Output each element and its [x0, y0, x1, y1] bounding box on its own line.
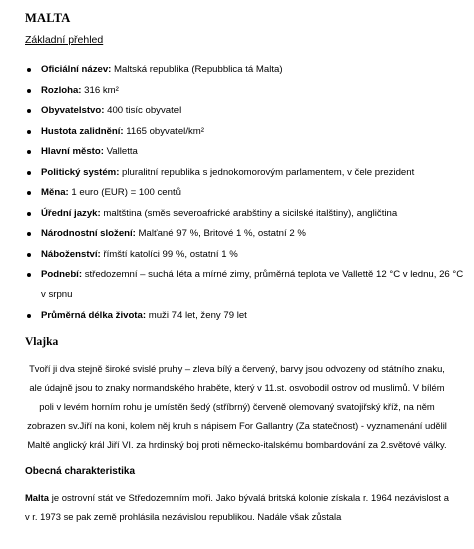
fact-label: Oficiální název: — [41, 64, 112, 75]
list-item — [25, 245, 465, 266]
list-item — [25, 122, 465, 143]
fact-value: 1165 obyvatel/km² — [123, 125, 204, 137]
list-item — [25, 142, 465, 163]
fact-value: středozemní – suchá léta a mírné zimy, průměrná teplota ve Vallettě 12 °C v lednu, 26 °C v srpnu — [41, 269, 464, 300]
fact-value: pluralitní republika s jednokomorovým parlamentem, v čele prezident — [119, 166, 415, 178]
fact-value: 400 tisíc obyvatel — [104, 105, 182, 116]
general-lead: Malta — [25, 492, 49, 503]
list-item — [25, 204, 465, 225]
fact-label: Hlavní město: — [41, 146, 104, 157]
fact-label: Podnebí: — [41, 269, 83, 280]
general-heading: Obecná charakteristika — [25, 466, 136, 477]
flag-heading: Vlajka — [25, 336, 59, 348]
fact-label: Náboženství: — [41, 248, 101, 260]
fact-value: římští katolíci 99 %, ostatní 1 % — [100, 248, 238, 260]
general-paragraph — [25, 488, 449, 526]
fact-label: Průměrná délka života: — [41, 310, 147, 321]
fact-label: Politický systém: — [41, 166, 120, 178]
list-item — [25, 81, 465, 102]
fact-value: muži 74 let, ženy 79 let — [146, 310, 247, 321]
fact-label: Národnostní složení: — [41, 228, 136, 239]
fact-value: maltština (směs severoafrické arabštiny a sicilské italštiny), angličtina — [100, 207, 398, 219]
list-item — [25, 60, 465, 81]
fact-value: Valletta — [103, 146, 138, 157]
fact-value: Malťané 97 %, Britové 1 %, ostatní 2 % — [135, 228, 306, 239]
list-item — [25, 163, 465, 184]
fact-label: Úřední jazyk: — [41, 207, 101, 219]
general-text: je ostrovní stát ve Středozemním moři. Jako bývalá britská kolonie získala r. 1964 nezávislost a v r. 1973 se pak země prohlásila nezávislou republikou. Nadále však zůstala — [25, 492, 449, 522]
facts-list — [25, 60, 465, 327]
fact-label: Měna: — [41, 187, 69, 198]
fact-value: 1 euro (EUR) = 100 centů — [68, 187, 181, 198]
list-item — [25, 224, 465, 245]
fact-value: Maltská republika (Repubblica tá Malta) — [111, 64, 283, 75]
fact-label: Hustota zalidnění: — [41, 125, 124, 137]
fact-value: 316 km² — [81, 84, 119, 96]
fact-label: Rozloha: — [41, 84, 82, 96]
fact-label: Obyvatelstvo: — [41, 105, 105, 116]
page-title: MALTA — [25, 11, 71, 25]
list-item — [25, 265, 465, 306]
list-item — [25, 306, 465, 327]
page-subtitle: Základní přehled — [25, 34, 104, 46]
list-item — [25, 101, 465, 122]
flag-paragraph: Tvoří ji dva stejně široké svislé pruhy – zleva bílý a červený, barvy jsou odvozeny od státního znaku, ale údajně jsou to znaky normandského hraběte, který v 11.st. osvobodil ostrov od muslimů. V bílém poli v levém horním rohu je umístěn šedý (stříbrný) červeně olemovaný svatojiřský kříž, na něm zobrazen sv.Jiří na koni, kolem něj kruh s nápisem For Gallantry (Za statečnost) - vyznamenání udělil Maltě anglický král Jiří VI. za hrdinský boj proti německo-italskému bombardování za 2.světové války. — [27, 363, 447, 450]
list-item — [25, 183, 465, 204]
